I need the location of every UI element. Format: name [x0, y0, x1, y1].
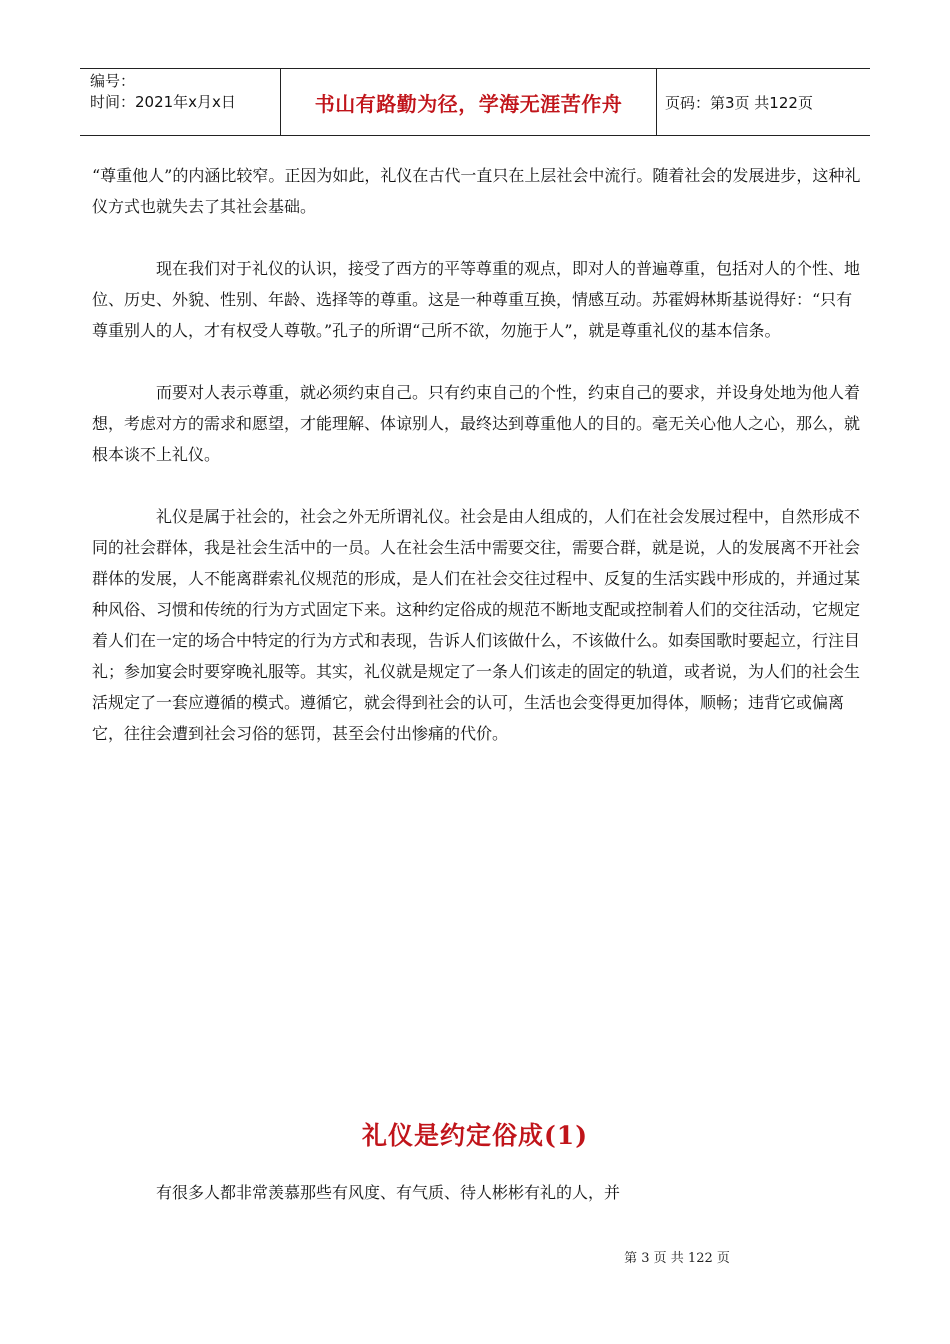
number-label: 编号： [90, 72, 136, 90]
paragraph: 现在我们对于礼仪的认识，接受了西方的平等尊重的观点，即对人的普遍尊重，包括对人的个性、地位、历史、外貌、性别、年龄、选择等的尊重。这是一种尊重互换，情感互动。苏霍姆林斯基说得好：“只有尊重别人的人，才有权受人尊敬。”孔子的所谓“己所不欲，勿施于人”，就是尊重礼仪的基本信条。 [92, 259, 861, 340]
paragraph: “尊重他人”的内涵比较窄。正因为如此，礼仪在古代一直只在上层社会中流行。随着社会的发展进步，这种礼仪方式也就失去了其社会基础。 [92, 166, 861, 216]
time-label: 时间：2021年x月x日 [90, 93, 236, 111]
body-text [92, 160, 862, 780]
header-meta [80, 69, 281, 135]
paragraph: 而要对人表示尊重，就必须约束自己。只有约束自己的个性，约束自己的要求，并设身处地为他人着想，考虑对方的需求和愿望，才能理解、体谅别人，最终达到尊重他人的目的。毫无关心他人之心，那么，就根本谈不上礼仪。 [92, 383, 861, 464]
page-header [80, 68, 870, 136]
page-footer: 第 3 页 共 122 页 [624, 1251, 730, 1266]
header-motto-cell [281, 69, 657, 135]
section-title: 礼仪是约定俗成(1) [361, 1121, 589, 1150]
header-motto: 书山有路勤为径，学海无涯苦作舟 [314, 91, 623, 116]
paragraph: 礼仪是属于社会的，社会之外无所谓礼仪。社会是由人组成的，人们在社会发展过程中，自然形成不同的社会群体，我是社会生活中的一员。人在社会生活中需要交往，需要合群，就是说，人的发展离不开社会群体的发展，人不能离群索礼仪规范的形成，是人们在社会交往过程中、反复的生活实践中形成的，并通过某种风俗、习惯和传统的行为方式固定下来。这种约定俗成的规范不断地支配或控制着人们的交往活动，它规定着人们在一定的场合中特定的行为方式和表现，告诉人们该做什么，不该做什么。如奏国歌时要起立，行注目礼；参加宴会时要穿晚礼服等。其实，礼仪就是规定了一条人们该走的固定的轨道，或者说，为人们的社会生活规定了一套应遵循的模式。遵循它，就会得到社会的认可，生活也会变得更加得体，顺畅；违背它或偏离它，往往会遭到社会习俗的惩罚，甚至会付出惨痛的代价。 [92, 507, 861, 743]
section-intro: 有很多人都非常羡慕那些有风度、有气质、待人彬彬有礼的人，并 [156, 1183, 621, 1202]
header-page-info: 页码：第3页 共122页 [665, 93, 813, 112]
